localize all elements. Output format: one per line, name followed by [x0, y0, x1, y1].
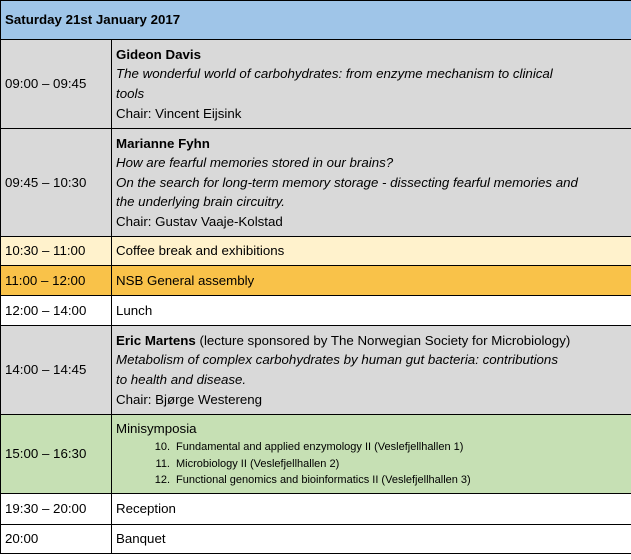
speaker-note: (lecture sponsored by The Norwegian Society for Microbiology)	[195, 332, 571, 348]
session-time: 10:30 – 11:00	[1, 237, 112, 266]
session-time: 14:00 – 14:45	[1, 326, 112, 415]
session-chair: Chair: Gustav Vaaje-Kolstad	[116, 213, 283, 229]
list-item-label: Functional genomics and bioinformatics II (Veslefjellhallen 3)	[176, 474, 471, 487]
list-item-number: 11.	[155, 457, 170, 470]
banquet-row	[1, 525, 631, 554]
list-item-number: 12.	[154, 474, 170, 487]
break-row	[1, 237, 631, 266]
minisymposia-row	[1, 415, 631, 494]
lunch-row	[1, 296, 631, 326]
minisymposia-list	[116, 439, 631, 489]
session-text: Banquet	[112, 525, 631, 554]
session-time: 20:00	[1, 525, 112, 554]
speaker-name: Gideon Davis	[116, 46, 201, 62]
list-item-label: Fundamental and applied enzymology II (Veslefjellhallen 1)	[176, 441, 464, 454]
session-text: NSB General assembly	[112, 266, 631, 296]
session-time: 12:00 – 14:00	[1, 296, 112, 326]
session-details	[112, 326, 631, 415]
talk-title-line: On the search for long-term memory storage - dissecting fearful memories and	[116, 174, 578, 190]
talk-title-line: How are fearful memories stored in our brains?	[116, 155, 394, 171]
talk-title-line: the underlying brain circuitry.	[116, 194, 285, 210]
reception-row	[1, 494, 631, 525]
session-text: Reception	[112, 494, 631, 525]
minisymposia-heading: Minisymposia	[116, 421, 197, 437]
session-row	[1, 40, 631, 129]
talk-title-line: Metabolism of complex carbohydrates by human gut bacteria: contributions	[116, 352, 558, 368]
session-row	[1, 129, 631, 237]
session-time: 09:45 – 10:30	[1, 129, 112, 237]
list-item	[116, 456, 631, 473]
session-time: 11:00 – 12:00	[1, 266, 112, 296]
day-title: Saturday 21st January 2017	[1, 1, 631, 40]
session-time: 15:00 – 16:30	[1, 415, 112, 494]
speaker-name: Eric Martens	[116, 332, 196, 348]
session-time: 09:00 – 09:45	[1, 40, 112, 129]
list-item	[116, 472, 631, 489]
session-details	[112, 415, 631, 494]
session-chair: Chair: Vincent Eijsink	[116, 105, 242, 121]
speaker-line	[116, 331, 631, 351]
assembly-row	[1, 266, 631, 296]
list-item-number: 10.	[154, 441, 170, 454]
list-item	[116, 439, 631, 456]
speaker-name: Marianne Fyhn	[116, 135, 210, 151]
talk-title-line: to health and disease.	[116, 372, 247, 387]
session-chair: Chair: Bjørge Westereng	[116, 391, 263, 407]
session-row	[1, 326, 631, 415]
session-details	[112, 129, 631, 237]
list-item-label: Microbiology II (Veslefjellhallen 2)	[176, 457, 340, 470]
day-header-row	[1, 1, 631, 40]
session-text: Lunch	[112, 296, 631, 326]
session-text: Coffee break and exhibitions	[112, 237, 631, 266]
talk-title-line: The wonderful world of carbohydrates: from enzyme mechanism to clinical	[116, 66, 553, 82]
session-details	[112, 40, 631, 129]
session-time: 19:30 – 20:00	[1, 494, 112, 525]
talk-title-line: tools	[116, 86, 145, 101]
